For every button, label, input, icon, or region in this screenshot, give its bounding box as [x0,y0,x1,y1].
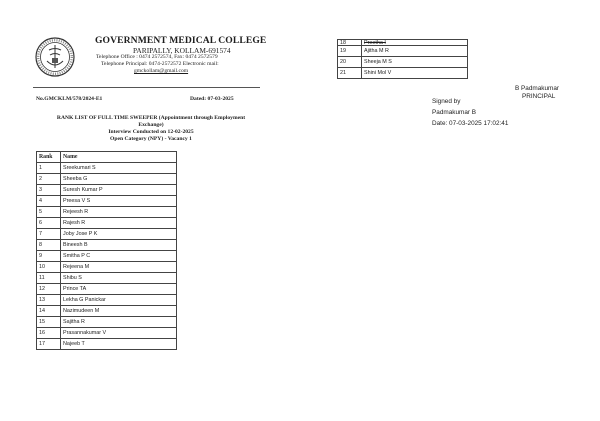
principal-phone-line: Telephone Principal: 0474-2572572 Electronic mail: [101,61,219,67]
name-cell: Joby Jose P K [61,229,177,240]
name-cell: Lekha G Panickar [61,295,177,306]
table-row [37,273,177,284]
digital-signature-block [432,96,508,129]
rank-cell: 20 [338,57,362,68]
table-row [37,229,177,240]
name-cell: Shibu S [61,273,177,284]
name-cell: Sajitha R [61,317,177,328]
title-line-4: Open Category (NPY) - Vacancy 1 [110,136,192,142]
signer-title: PRINCIPAL [522,93,556,100]
table-row [37,317,177,328]
rank-cell: 14 [37,306,61,317]
table-row [37,196,177,207]
rank-cell: 11 [37,273,61,284]
rank-cell: 12 [37,284,61,295]
table-row [37,306,177,317]
name-cell: Rejeesh R [61,207,177,218]
rank-cell: 6 [37,218,61,229]
name-cell: Bineesh B [61,240,177,251]
signer-name: B Padmakumar [515,85,560,92]
name-cell: Ajitha M R [362,46,468,57]
table-row [338,46,468,57]
title-line-3: Interview Conducted on 12-02-2025 [108,129,194,135]
rank-list-body [37,163,177,350]
table-row [37,163,177,174]
name-cell: Rejeena M [61,262,177,273]
rank-cell: 15 [37,317,61,328]
college-seal-emblem [35,37,75,77]
table-row [37,251,177,262]
signed-date: Date: 07-03-2025 17:02:41 [432,120,509,127]
name-cell: Suresh Kumar P [61,185,177,196]
college-email: gmckollam@gmail.com [134,68,189,74]
college-address: PARIPALLY, KOLLAM-691574 [133,46,231,55]
name-cell: Rajesh R [61,218,177,229]
rank-list-title [36,115,266,143]
name-cell: Preesa V S [61,196,177,207]
rank-cell: 9 [37,251,61,262]
table-row [338,68,468,79]
name-cell: Nazimudeen M [61,306,177,317]
signed-by-name: Padmakumar B [432,109,477,116]
name-cell: Najeeb T [61,339,177,350]
reference-number: No.GMCKLM/578/2024-E1 [36,96,103,102]
rank-list-table [36,151,177,350]
table-row [37,240,177,251]
table-row [37,262,177,273]
rank-cell: 8 [37,240,61,251]
rank-cell: 19 [338,46,362,57]
rank-cell: 21 [338,68,362,79]
column-header-rank: Rank [37,152,61,163]
name-cell: Smitha P C [61,251,177,262]
column-header-name: Name [61,152,177,163]
signed-by-label: Signed by [432,98,461,105]
table-row [37,185,177,196]
title-line-2: Exchange) [138,122,164,128]
name-cell: Sheeja M S [362,57,468,68]
header-divider [33,87,260,88]
table-header-row [37,152,177,163]
name-cell: Shini Mol V [362,68,468,79]
rank-cell: 1 [37,163,61,174]
name-cell-text: Preetha I [364,40,386,46]
rank-cell: 13 [37,295,61,306]
rank-list-body-continued [338,40,468,79]
rank-cell-text: 18 [340,40,346,46]
rank-cell: 17 [37,339,61,350]
table-row [37,174,177,185]
rank-cell: 5 [37,207,61,218]
office-phone-line: Telephone Office : 0474 2572574, Fax: 0474 2572579 [96,54,218,60]
name-cell: Sheeba G [61,174,177,185]
table-row [338,57,468,68]
title-line-1: RANK LIST OF FULL TIME SWEEPER (Appointment through Employment [56,115,246,121]
college-name: GOVERNMENT MEDICAL COLLEGE [95,35,267,46]
rank-cell: 4 [37,196,61,207]
rank-cell: 16 [37,328,61,339]
table-row [37,328,177,339]
table-row [37,295,177,306]
rank-list-table-continued [337,39,468,79]
issue-date: Dated: 07-03-2025 [190,96,234,102]
rank-cell: 7 [37,229,61,240]
rank-cell: 10 [37,262,61,273]
name-cell: Prince TA [61,284,177,295]
name-cell: Prasannakumar V [61,328,177,339]
rank-cell: 2 [37,174,61,185]
table-row [37,339,177,350]
table-row [37,284,177,295]
rank-cell: 3 [37,185,61,196]
table-row [37,207,177,218]
table-row [37,218,177,229]
name-cell: Sreekumari S [61,163,177,174]
